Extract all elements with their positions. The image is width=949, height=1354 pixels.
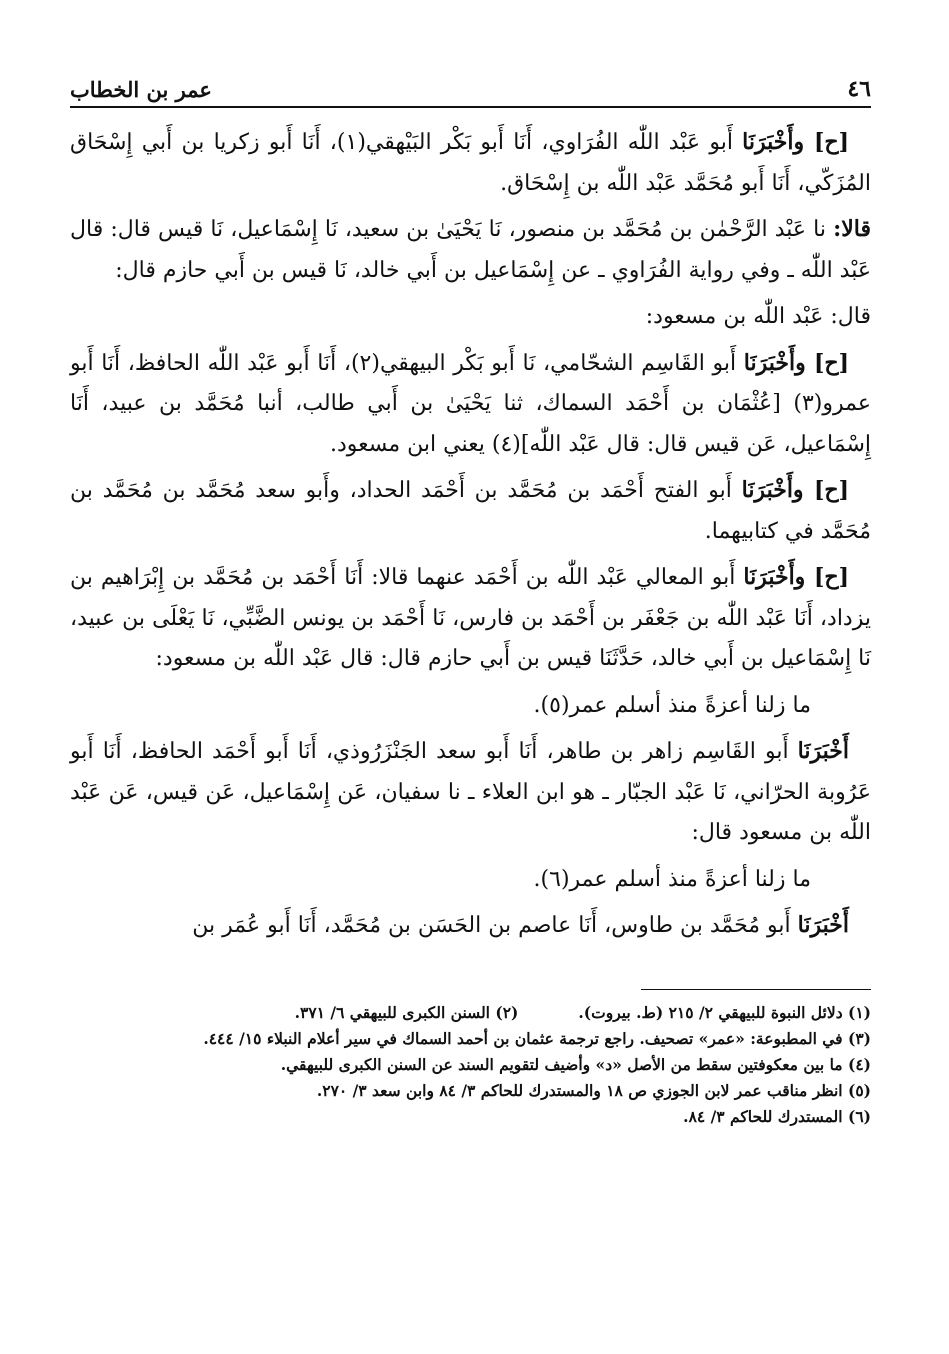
footnote-divider: [641, 989, 871, 990]
quoted-saying: [70, 685, 871, 727]
quoted-saying: [70, 859, 871, 901]
paragraph-text: أَبو المعالي عَبْد اللّٰه بن أَحْمَد عنهما قالا: أَنَا أَحْمَد بن مُحَمَّد بن إِبْرَاهيم بن يزداد، أَنَا عَبْد اللّٰه بن جَعْفَر بن أَحْمَد بن فارس، نَا أَحْمَد بن يونس الضَّبِّي، نَا يَعْلَى بن عبيد، نَا إِسْمَاعيل بن أَبي خالد، حَدَّثَنَا قيس بن أَبي حازم قال: قال عَبْد اللّٰه بن مسعود:: [70, 565, 871, 671]
paragraph: [70, 905, 871, 947]
paragraph-lead: [ح] وأَخْبَرَنَا: [741, 477, 849, 503]
paragraph: [70, 122, 871, 204]
paragraph-text: ما زلنا أعزةً منذ أسلم عمر(٥).: [533, 692, 811, 718]
paragraph: [70, 209, 871, 291]
paragraph-text: أَبو الفتح أَحْمَد بن مُحَمَّد بن أَحْمَد الحداد، وأَبو سعد مُحَمَّد بن مُحَمَّد بن مُحَمَّد في كتابيهما.: [70, 478, 871, 544]
footnote: (٣) في المطبوعة: «عمر» تصحيف. راجع ترجمة عثمان بن أحمد السماك في سير أعلام النبلاء ١٥/ ٤٤٤.: [203, 1028, 871, 1048]
paragraph-lead: [ح] وأَخْبَرَنَا: [742, 129, 849, 155]
paragraph-lead: أَخْبَرَنَا: [797, 738, 849, 764]
paragraph-text: أَبو مُحَمَّد بن طاوس، أَنَا عاصم بن الحَسَن بن مُحَمَّد، أَنَا أَبو عُمَر بن: [192, 913, 791, 938]
paragraph: [70, 343, 871, 466]
page-header: [70, 68, 871, 108]
paragraph: [70, 470, 871, 552]
paragraph-text: أَبو القَاسِم زاهر بن طاهر، أَنَا أَبو سعد الجَنْزَرُوذي، أَنَا أَبو أَحْمَد الحافظ، أَنَا أَبو عَرُوبة الحرّاني، نَا عَبْد الجبّار ـ هو ابن العلاء ـ نا سفيان، عَن إِسْمَاعيل، عَن قيس، عَن عَبْد اللّٰه بن مسعود قال:: [70, 739, 871, 845]
paragraph-lead: أَخْبَرَنَا: [797, 912, 849, 938]
paragraph: [70, 296, 871, 338]
footnote: (١) دلائل النبوة للبيهقي ٢/ ٢١٥ (ط. بيروت).: [578, 1002, 871, 1022]
paragraph-lead: [ح] وأَخْبَرَنَا: [743, 349, 849, 376]
footnote: (٤) ما بين معكوفتين سقط من الأصل «د» وأضيف لتقويم السند عن السنن الكبرى للبيهقي.: [280, 1054, 871, 1074]
main-text: [70, 122, 871, 947]
footnotes: [70, 1000, 871, 1130]
footnote: (٢) السنن الكبرى للبيهقي ٦/ ٣٧١.: [294, 1002, 519, 1022]
footnote: (٥) انظر مناقب عمر لابن الجوزي ص ١٨ والمستدرك للحاكم ٣/ ٨٤ وابن سعد ٣/ ٢٧٠.: [316, 1080, 871, 1100]
paragraph-text: ما زلنا أعزةً منذ أسلم عمر(٦).: [533, 866, 811, 892]
footnote-row: [70, 1000, 871, 1026]
paragraph: [70, 731, 871, 854]
page-number: ٤٦: [847, 76, 871, 102]
paragraph-text: نا عَبْد الرَّحْمٰن بن مُحَمَّد بن منصور، نَا يَحْيَىٰ بن سعيد، نَا إِسْمَاعيل، نَا قيس قال: قال عَبْد اللّٰه ـ وفي رواية الفُرَاوي ـ عن إِسْمَاعيل بن أَبي خالد، نَا قيس بن أَبي حازم قال:: [70, 217, 871, 283]
paragraph-text: أَبو القَاسِم الشحّامي، نَا أَبو بَكْر البيهقي(٢)، أَنَا أَبو عَبْد اللّٰه الحافظ، أَنَا أَبو عمرو(٣) [عُثْمَان بن أَحْمَد السماك، ثنا يَحْيَىٰ بن أَبي طالب، أنبا مُحَمَّد بن عبيد، أَنَا إِسْمَاعيل، عَن قيس قال: قال عَبْد اللّٰه](٤) يعني ابن مسعود.: [70, 350, 871, 457]
paragraph-lead: [ح] وأَخْبَرَنَا: [743, 564, 849, 590]
paragraph-lead: قالا:: [833, 216, 871, 242]
paragraph: [70, 557, 871, 680]
running-title: عمر بن الخطاب: [70, 77, 212, 102]
paragraph-text: قال: عَبْد اللّٰه بن مسعود:: [645, 304, 871, 329]
paragraph-text: أَبو عَبْد اللّٰه الفُرَاوي، أَنَا أَبو بَكْر البَيْهقي(١)، أَنَا أَبو زكريا بن أَبي إِسْحَاق المُزَكّي، أَنَا أَبو مُحَمَّد عَبْد اللّٰه بن إِسْحَاق.: [70, 130, 871, 196]
footnote: (٦) المستدرك للحاكم ٣/ ٨٤.: [683, 1106, 871, 1126]
